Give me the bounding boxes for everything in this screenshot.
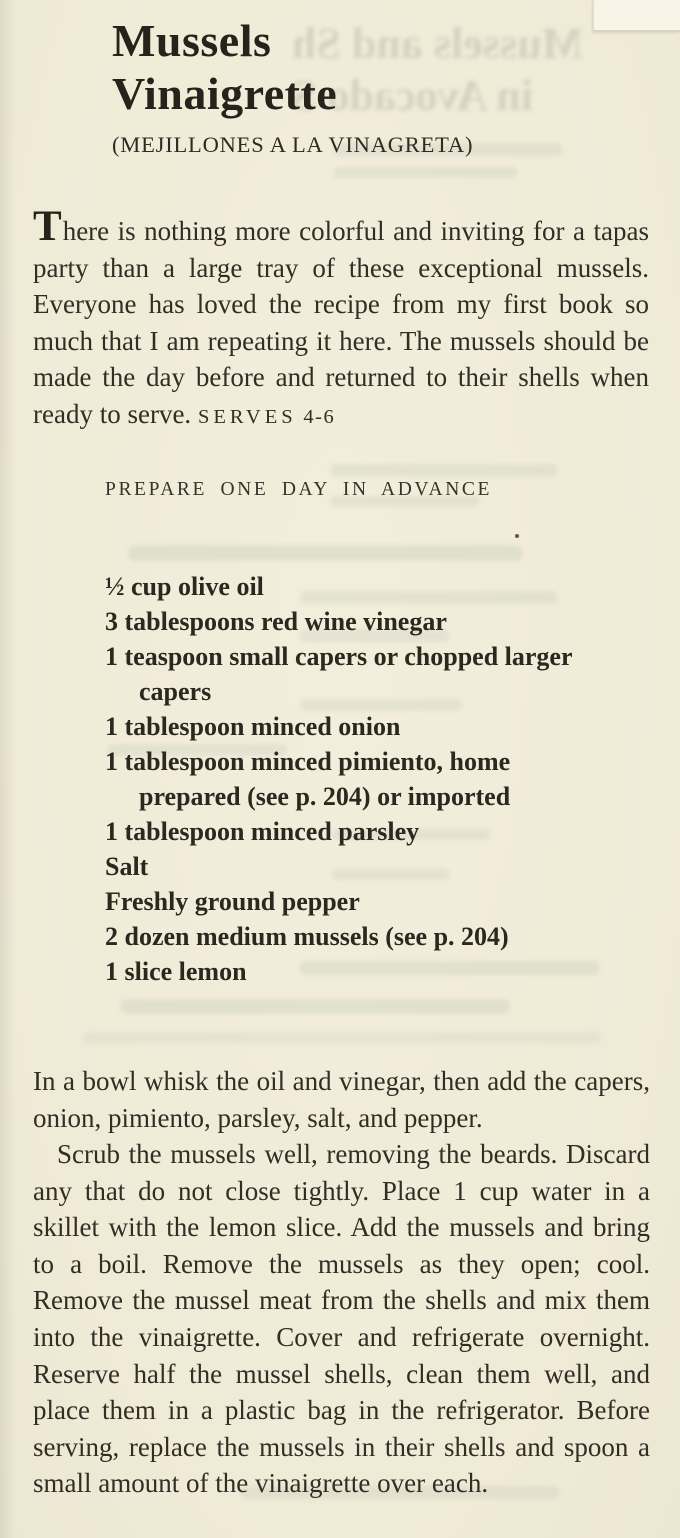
ingredient-item: 2 dozen medium mussels (see p. 204) — [105, 922, 509, 951]
ingredients-list — [105, 569, 591, 989]
page-corner-overlay — [593, 0, 680, 32]
ink-speck — [515, 534, 519, 538]
recipe-title — [112, 14, 337, 120]
ingredient-item: 1 tablespoon minced onion — [105, 712, 401, 741]
ghost-showthrough-title-line2: in Avocado S — [292, 71, 534, 120]
intro-text: here is nothing more colorful and inviting for a tapas party than a large tray of these exceptional mussels. Everyone has loved the recipe from my first book so much that I am repeating it here. The mussels should be made the day before and returned to their shells when ready to serve. — [33, 216, 649, 429]
ingredient-item: Freshly ground pepper — [105, 887, 360, 916]
intro-paragraph — [33, 203, 649, 436]
ingredient-item: Salt — [105, 852, 149, 881]
ingredient-item: 1 tablespoon minced parsley — [105, 817, 420, 846]
ingredient-item: 1 teaspoon small capers or chopped larger capers — [105, 642, 573, 706]
ingredient-item: 3 tablespoons red wine vinegar — [105, 607, 447, 636]
serves-value: 4-6 — [303, 405, 336, 428]
ghost-smudge — [333, 167, 518, 178]
drop-cap-initial: T — [33, 203, 63, 250]
ghost-smudge — [120, 999, 510, 1014]
recipe-title-line2: Vinaigrette — [112, 68, 338, 119]
ghost-smudge — [128, 545, 523, 561]
instruction-paragraph: Scrub the mussels well, removing the beards. Discard any that do not close tightly. Place 1 cup water in a skillet with the lemon slice. Add the mussels and bring to a boil. Remove the mussels as they open; cool. Remove the mussel meat from the shells and mix them into the vinaigrette. Cover and refrigerate overnight. Reserve half the mussel shells, clean them well, and place them in a plastic bag in the refrigerator. Before serving, replace the mussels in their shells and spoon a small amount of the vinaigrette over each. — [33, 1139, 650, 1499]
ingredient-item: 1 tablespoon minced pimiento, home prepared (see p. 204) or imported — [105, 747, 511, 811]
prepare-ahead-note: PREPARE ONE DAY IN ADVANCE — [105, 479, 493, 500]
ghost-smudge — [82, 1032, 602, 1044]
ingredient-item: ½ cup olive oil — [105, 572, 264, 601]
recipe-title-line1: Mussels — [112, 15, 272, 66]
serves-label: SERVES — [197, 405, 297, 428]
recipe-subtitle-spanish: (MEJILLONES A LA VINAGRETA) — [112, 132, 474, 157]
ingredient-item: 1 slice lemon — [105, 957, 247, 986]
ghost-smudge — [330, 464, 558, 477]
ghost-showthrough-title-line1: Mussels and Sh — [292, 19, 584, 68]
instruction-paragraph: In a bowl whisk the oil and vinegar, then add the capers, onion, pimiento, parsley, salt, and pepper. — [33, 1066, 650, 1133]
